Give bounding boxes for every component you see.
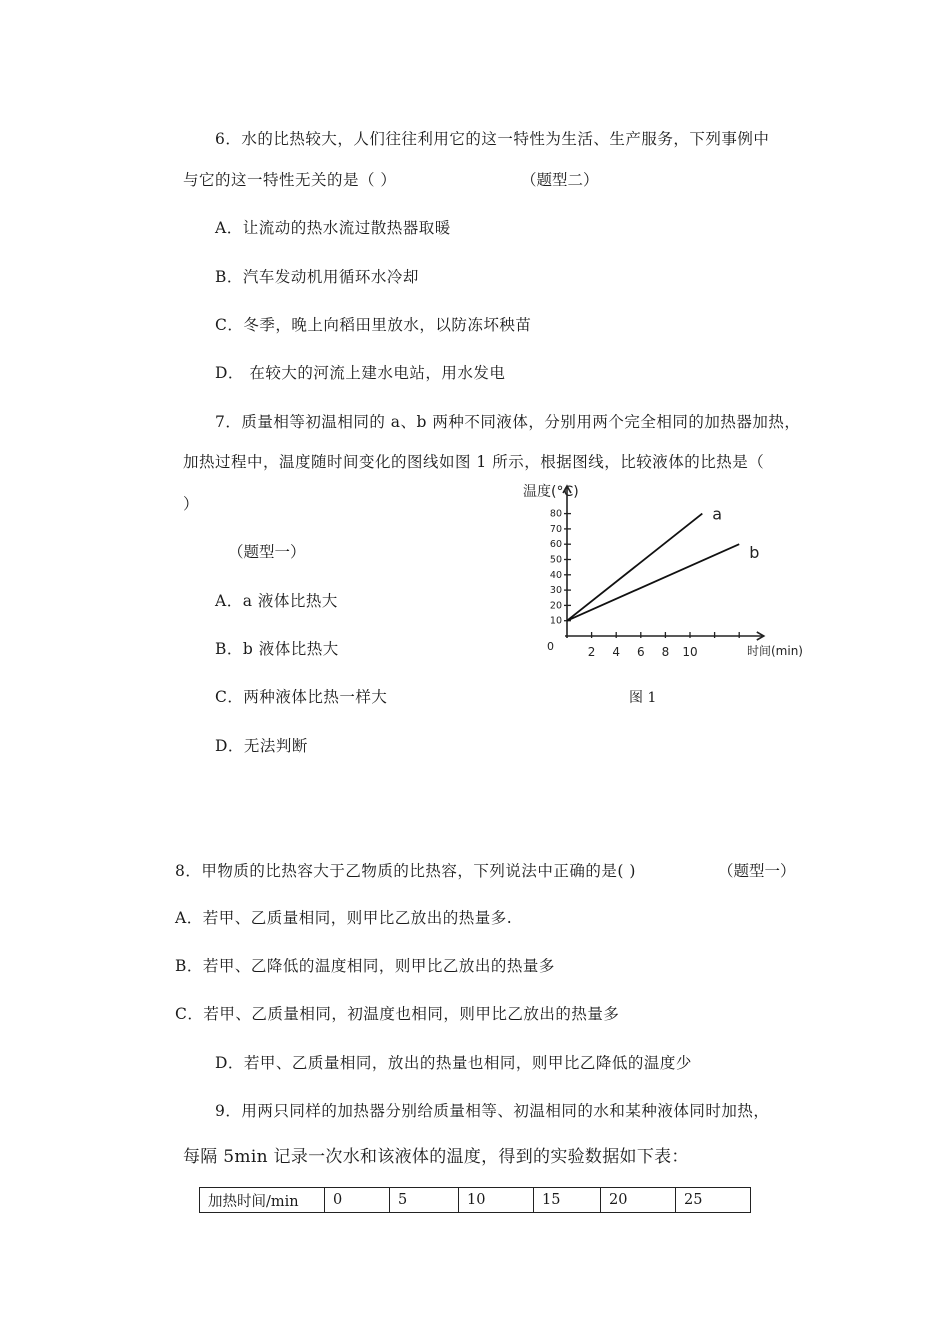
q8-option-b: B．若甲、乙降低的温度相同，则甲比乙放出的热量多 (175, 957, 555, 975)
x-tick-label: 8 (661, 645, 670, 659)
q6-option-c: C．冬季，晚上向稻田里放水，以防冻坏秧苗 (215, 316, 532, 334)
y-tick-label: 30 (549, 585, 562, 597)
series-label-b: b (749, 543, 760, 563)
y-axis-label: 温度(°C) (523, 484, 579, 500)
table-cell: 20 (601, 1188, 676, 1213)
series-line-b (567, 544, 739, 621)
q7-option-c: C．两种液体比热一样大 (215, 688, 388, 706)
table-cell: 5 (390, 1188, 459, 1213)
table-cell: 15 (534, 1188, 601, 1213)
q7-stem-line2: 加热过程中，温度随时间变化的图线如图 1 所示，根据图线，比较液体的比热是（ (183, 453, 765, 471)
q9-stem-line1: 9．用两只同样的加热器分别给质量相等、初温相同的水和某种液体同时加热， (215, 1102, 770, 1120)
y-tick-label: 70 (549, 523, 562, 535)
y-tick-label: 80 (549, 508, 562, 520)
q8-stem: 8．甲物质的比热容大于乙物质的比热容，下列说法中正确的是( ) (175, 862, 636, 880)
y-tick-label: 10 (549, 615, 562, 627)
q7-option-a: A．a 液体比热大 (215, 592, 338, 610)
q8-option-a: A．若甲、乙质量相同，则甲比乙放出的热量多. (175, 909, 513, 927)
y-tick-label: 60 (549, 539, 562, 551)
x-tick-label: 10 (682, 645, 698, 659)
origin-label: 0 (547, 640, 554, 653)
q6-type-tag: （题型二） (521, 171, 599, 189)
x-tick-label: 2 (587, 645, 596, 659)
table-cell: 加热时间/min (200, 1188, 325, 1213)
table-cell: 0 (325, 1188, 390, 1213)
q7-option-b: B．b 液体比热大 (215, 640, 339, 658)
q6-option-b: B．汽车发动机用循环水冷却 (215, 268, 419, 286)
y-tick-label: 50 (549, 554, 562, 566)
table-cell: 10 (459, 1188, 534, 1213)
series-label-a: a (712, 504, 723, 524)
q7-stem-line1: 7．质量相等初温相同的 a、b 两种不同液体，分别用两个完全相同的加热器加热， (215, 413, 801, 431)
q8-option-c: C．若甲、乙质量相同，初温度也相同，则甲比乙放出的热量多 (175, 1005, 620, 1023)
x-tick-label: 6 (636, 645, 645, 659)
q8-option-d: D．若甲、乙质量相同，放出的热量也相同，则甲比乙降低的温度少 (215, 1054, 692, 1072)
q9-stem-line2: 每隔 5min 记录一次水和该液体的温度，得到的实验数据如下表： (183, 1147, 689, 1167)
table-row (200, 1188, 751, 1213)
q6-option-a: A．让流动的热水流过散热器取暖 (215, 219, 451, 237)
q6-stem-line1: 6．水的比热较大，人们往往利用它的这一特性为生活、生产服务，下列事例中 (215, 130, 770, 148)
q6-option-d: D． 在较大的河流上建水电站，用水发电 (215, 364, 506, 382)
q7-option-d: D．无法判断 (215, 737, 308, 755)
y-tick-label: 20 (549, 600, 562, 612)
table-cell: 25 (676, 1188, 751, 1213)
q7-type-tag: （题型一） (228, 543, 306, 561)
x-tick-label: 4 (612, 645, 621, 659)
y-tick-label: 40 (549, 569, 562, 581)
x-axis-label: 时间(min) (747, 644, 803, 658)
figure1-caption: 图 1 (629, 690, 657, 706)
q7-stem-line3: ） (183, 495, 200, 513)
q6-stem-line2: 与它的这一特性无关的是（ ） (183, 171, 397, 189)
q9-data-table (199, 1187, 751, 1213)
figure1-graph (523, 478, 835, 668)
series-line-a (567, 514, 702, 621)
q8-type-tag: （题型一） (718, 862, 796, 880)
